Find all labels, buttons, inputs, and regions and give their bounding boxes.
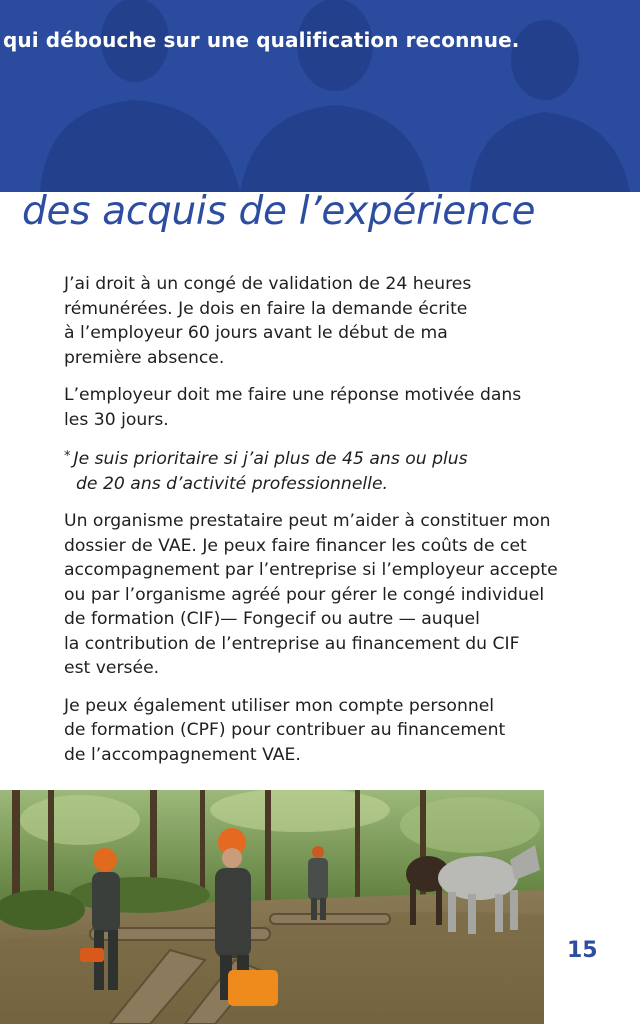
text-line: de formation (CIF)— Fongecif ou autre — auquel <box>64 609 480 629</box>
paragraph-organisme <box>64 509 558 681</box>
text-line: Un organisme prestataire peut m’aider à constituer mon <box>64 511 551 531</box>
banner-text: qui débouche sur une qualification reconnue. <box>3 28 520 52</box>
text-line: ou par l’organisme agréé pour gérer le congé individuel <box>64 584 545 605</box>
text-line: est versée. <box>64 658 160 678</box>
paragraph-cpf <box>64 694 544 768</box>
text-line: J’ai droit à un congé de validation de 24 heures <box>64 274 472 294</box>
body-text <box>64 272 558 780</box>
text-line: rémunérées. Je dois en faire la demande écrite <box>64 298 468 319</box>
note-line: Je suis prioritaire si j’ai plus de 45 ans ou plus <box>73 449 468 469</box>
asterisk-marker: * <box>64 449 71 464</box>
forestry-workers-photo <box>0 790 544 1024</box>
text-line: Je peux également utiliser mon compte personnel <box>64 695 495 716</box>
header-banner <box>0 0 640 192</box>
paragraph-conge <box>64 272 544 370</box>
text-line: de formation (CPF) pour contribuer au financement <box>64 720 506 740</box>
text-line: première absence. <box>64 347 225 368</box>
text-line: à l’employeur 60 jours avant le début de ma <box>64 323 448 343</box>
text-line: dossier de VAE. Je peux faire financer les coûts de cet <box>64 535 527 556</box>
text-line: L’employeur doit me faire une réponse motivée dans <box>64 385 522 405</box>
priority-note <box>64 445 544 496</box>
text-line: accompagnement par l’entreprise si l’employeur accepte <box>64 560 558 580</box>
text-line: les 30 jours. <box>64 409 169 430</box>
text-line: de l’accompagnement VAE. <box>64 744 301 765</box>
text-line: la contribution de l’entreprise au financement du CIF <box>64 633 520 654</box>
forest-scene-illustration <box>0 790 544 1024</box>
note-line: de 20 ans d’activité professionnelle. <box>76 473 388 494</box>
section-title: des acquis de l’expérience <box>22 189 536 234</box>
paragraph-reponse <box>64 383 544 432</box>
page-number: 15 <box>567 938 598 963</box>
text-line <box>64 445 544 472</box>
